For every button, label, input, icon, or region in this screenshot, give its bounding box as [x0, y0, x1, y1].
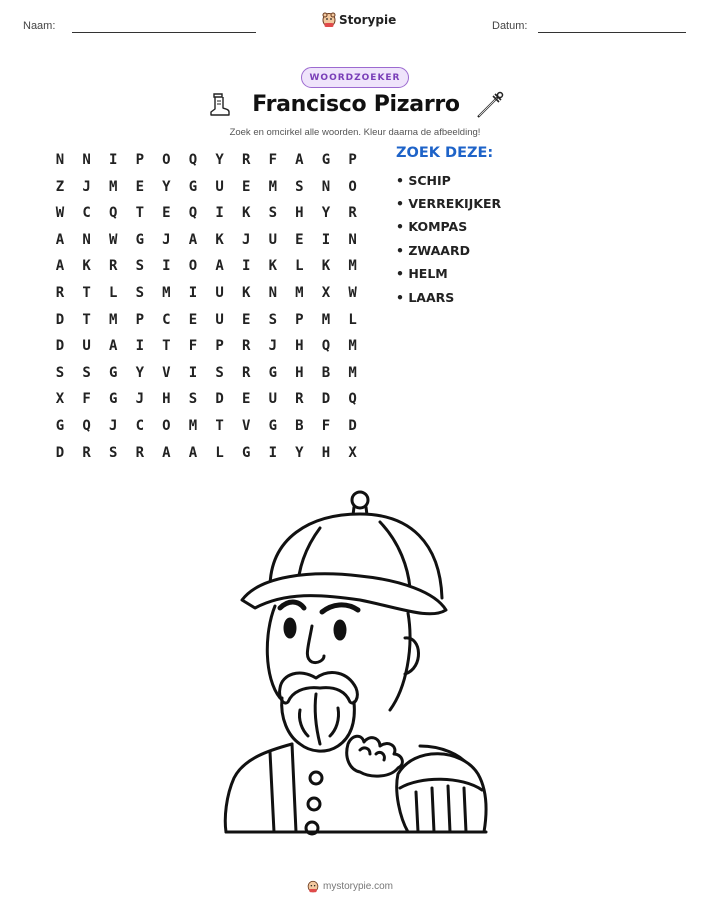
grid-letter[interactable]: G [241, 444, 251, 461]
grid-letter[interactable]: A [215, 258, 224, 275]
grid-letter[interactable]: A [55, 258, 65, 275]
grid-letter[interactable]: E [241, 178, 251, 195]
grid-letter[interactable]: L [295, 258, 304, 275]
grid-letter[interactable]: S [295, 178, 304, 195]
grid-letter[interactable]: T [82, 285, 91, 301]
grid-letter[interactable]: J [135, 391, 145, 408]
grid-letter[interactable]: J [162, 231, 171, 248]
grid-letter[interactable]: C [162, 311, 171, 328]
worksheet-type-badge: WOORDZOEKER [301, 67, 409, 88]
grid-letter[interactable]: S [188, 391, 198, 408]
grid-letter[interactable]: P [135, 152, 145, 168]
grid-letter[interactable]: L [348, 311, 357, 328]
grid-letter[interactable]: I [188, 285, 198, 301]
grid-letter[interactable]: D [348, 418, 357, 434]
grid-letter[interactable]: L [215, 444, 224, 461]
grid-letter[interactable]: M [348, 364, 357, 381]
grid-letter[interactable]: R [108, 258, 118, 275]
grid-letter[interactable]: Q [82, 418, 91, 434]
grid-letter[interactable]: S [268, 205, 278, 222]
grid-letter[interactable]: X [348, 444, 357, 461]
grid-letter[interactable]: A [108, 338, 118, 355]
brand-name: Storypie [339, 13, 397, 27]
grid-letter[interactable]: R [241, 338, 251, 355]
grid-letter[interactable]: Z [55, 178, 65, 195]
grid-letter[interactable]: P [135, 311, 145, 328]
grid-letter[interactable]: I [241, 258, 251, 275]
grid-letter[interactable]: W [348, 285, 357, 301]
grid-letter[interactable]: N [55, 152, 65, 168]
grid-letter[interactable]: K [268, 258, 278, 275]
grid-letter[interactable]: D [55, 311, 65, 328]
grid-letter[interactable]: R [55, 285, 65, 301]
grid-letter[interactable]: H [295, 205, 304, 222]
grid-letter[interactable]: B [295, 418, 304, 434]
boot-icon [208, 92, 232, 118]
grid-letter[interactable]: P [215, 338, 224, 355]
grid-letter[interactable]: M [108, 311, 118, 328]
grid-letter[interactable]: U [268, 231, 278, 248]
footer [307, 880, 393, 893]
grid-letter[interactable]: R [295, 391, 304, 408]
grid-letter[interactable]: O [348, 178, 357, 195]
footer-url[interactable]: mystorypie.com [323, 881, 394, 892]
grid-letter[interactable]: K [82, 258, 91, 275]
grid-letter[interactable]: F [188, 338, 198, 355]
grid-letter[interactable]: E [162, 205, 171, 222]
grid-letter[interactable]: G [268, 364, 278, 381]
word-item: • KOMPAS [396, 219, 468, 234]
grid-letter[interactable]: I [268, 444, 278, 461]
grid-letter[interactable]: L [108, 285, 118, 301]
grid-letter[interactable]: I [135, 338, 145, 355]
grid-letter[interactable]: A [162, 444, 171, 461]
grid-letter[interactable]: E [135, 178, 145, 195]
grid-letter[interactable]: G [188, 178, 198, 195]
grid-letter[interactable]: D [55, 338, 65, 355]
grid-letter[interactable]: H [295, 364, 304, 381]
word-item: • LAARS [396, 290, 455, 305]
grid-letter[interactable]: R [135, 444, 145, 461]
grid-letter[interactable]: I [188, 364, 198, 381]
grid-letter[interactable]: Q [188, 152, 198, 168]
grid-letter[interactable]: D [55, 444, 65, 461]
grid-letter[interactable]: I [162, 258, 171, 275]
grid-letter[interactable]: G [55, 418, 65, 434]
grid-letter[interactable]: X [321, 285, 331, 301]
grid-letter[interactable]: H [321, 444, 331, 461]
storypie-logo-icon [307, 880, 319, 893]
sword-icon [474, 89, 506, 121]
grid-letter[interactable]: Q [108, 205, 118, 222]
grid-letter[interactable]: W [55, 205, 65, 222]
grid-letter[interactable]: N [82, 152, 91, 168]
grid-letter[interactable]: Y [295, 444, 304, 461]
grid-letter[interactable]: J [268, 338, 278, 355]
grid-letter[interactable]: S [215, 364, 224, 381]
grid-letter[interactable]: Q [321, 338, 331, 355]
grid-letter[interactable]: M [348, 338, 357, 355]
grid-letter[interactable]: T [135, 205, 145, 222]
grid-letter[interactable]: P [348, 152, 357, 168]
grid-letter[interactable]: G [108, 391, 118, 408]
grid-letter[interactable]: Y [215, 152, 224, 168]
grid-letter[interactable]: E [241, 391, 251, 408]
word-item: • ZWAARD [396, 243, 470, 258]
grid-letter[interactable]: M [295, 285, 304, 301]
grid-letter[interactable]: M [162, 285, 171, 301]
name-label: Naam: [23, 20, 56, 32]
grid-letter[interactable]: D [321, 391, 331, 408]
grid-letter[interactable]: R [241, 152, 251, 168]
word-item: • HELM [396, 266, 448, 281]
instructions: Zoek en omcirkel alle woorden. Kleur daarna de afbeelding! [229, 127, 481, 138]
grid-letter[interactable]: E [241, 311, 251, 328]
grid-letter[interactable]: E [295, 231, 304, 248]
grid-letter[interactable]: M [348, 258, 357, 275]
grid-letter[interactable]: H [295, 338, 304, 355]
grid-letter[interactable]: W [108, 231, 118, 248]
grid-letter[interactable]: F [82, 391, 91, 408]
grid-letter[interactable]: C [82, 205, 91, 222]
grid-letter[interactable]: S [268, 311, 278, 328]
grid-letter[interactable]: N [321, 178, 331, 195]
grid-letter[interactable]: J [241, 231, 251, 248]
grid-letter[interactable]: A [188, 444, 198, 461]
grid-letter[interactable]: Y [162, 178, 171, 195]
grid-letter[interactable]: G [321, 152, 331, 168]
grid-letter[interactable]: B [321, 364, 331, 381]
grid-letter[interactable]: F [321, 418, 331, 434]
grid-letter[interactable]: S [108, 444, 118, 461]
grid-letter[interactable]: T [215, 418, 224, 434]
grid-letter[interactable]: I [108, 152, 118, 168]
grid-letter[interactable]: M [108, 178, 118, 195]
grid-letter[interactable]: O [162, 418, 171, 434]
word-item: • VERREKIJKER [396, 196, 502, 211]
grid-letter[interactable]: N [268, 285, 278, 301]
date-label: Datum: [492, 20, 528, 32]
grid-letter[interactable]: R [241, 364, 251, 381]
grid-letter[interactable]: Q [348, 391, 357, 408]
grid-letter[interactable]: K [241, 285, 251, 301]
grid-letter[interactable]: D [215, 391, 224, 408]
grid-letter[interactable]: M [268, 178, 278, 195]
storypie-logo-icon [322, 12, 336, 28]
grid-letter[interactable]: N [82, 231, 91, 248]
grid-letter[interactable]: R [348, 205, 357, 222]
grid-letter[interactable]: I [321, 231, 331, 248]
grid-letter[interactable]: J [108, 418, 118, 434]
grid-letter[interactable]: G [268, 418, 278, 434]
pizarro-coloring-illustration [200, 488, 510, 848]
grid-letter[interactable]: E [188, 311, 198, 328]
grid-letter[interactable]: T [162, 338, 171, 355]
grid-letter[interactable]: A [55, 231, 65, 248]
grid-letter[interactable]: M [321, 311, 331, 328]
grid-letter[interactable]: U [82, 338, 91, 355]
grid-letter[interactable]: U [215, 311, 224, 328]
grid-letter[interactable]: Y [135, 364, 145, 381]
grid-letter[interactable]: U [268, 391, 278, 408]
grid-letter[interactable]: J [82, 178, 91, 195]
grid-letter[interactable]: T [82, 311, 91, 328]
grid-letter[interactable]: M [188, 418, 198, 434]
page-title: Francisco Pizarro [252, 92, 460, 117]
grid-letter[interactable]: S [82, 364, 91, 381]
grid-letter[interactable]: S [55, 364, 65, 381]
grid-letter[interactable]: Q [188, 205, 198, 222]
grid-letter[interactable]: V [241, 418, 251, 434]
grid-letter[interactable]: U [215, 285, 224, 301]
brand [322, 12, 396, 28]
grid-letter[interactable]: N [348, 231, 357, 248]
grid-letter[interactable]: I [215, 205, 224, 222]
grid-letter[interactable]: O [162, 152, 171, 168]
grid-letter[interactable]: V [162, 364, 171, 381]
grid-letter[interactable]: K [215, 231, 224, 248]
grid-letter[interactable]: X [55, 391, 65, 408]
grid-letter[interactable]: C [135, 418, 145, 434]
grid-letter[interactable]: S [135, 258, 145, 275]
grid-letter[interactable]: F [268, 152, 278, 168]
grid-letter[interactable]: S [135, 285, 145, 301]
grid-letter[interactable]: U [215, 178, 224, 195]
grid-letter[interactable]: K [321, 258, 331, 275]
grid-letter[interactable]: R [82, 444, 91, 461]
word-item: • SCHIP [396, 173, 451, 188]
date-line[interactable] [538, 32, 686, 33]
word-list-title: ZOEK DEZE: [396, 145, 494, 161]
grid-letter[interactable]: H [162, 391, 171, 408]
grid-letter[interactable]: G [135, 231, 145, 248]
grid-letter[interactable]: G [108, 364, 118, 381]
grid-letter[interactable]: P [295, 311, 304, 328]
grid-letter[interactable]: A [188, 231, 198, 248]
grid-letter[interactable]: A [295, 152, 304, 168]
grid-letter[interactable]: K [241, 205, 251, 222]
grid-letter[interactable]: Y [321, 205, 331, 222]
grid-letter[interactable]: O [188, 258, 198, 275]
name-line[interactable] [72, 32, 256, 33]
